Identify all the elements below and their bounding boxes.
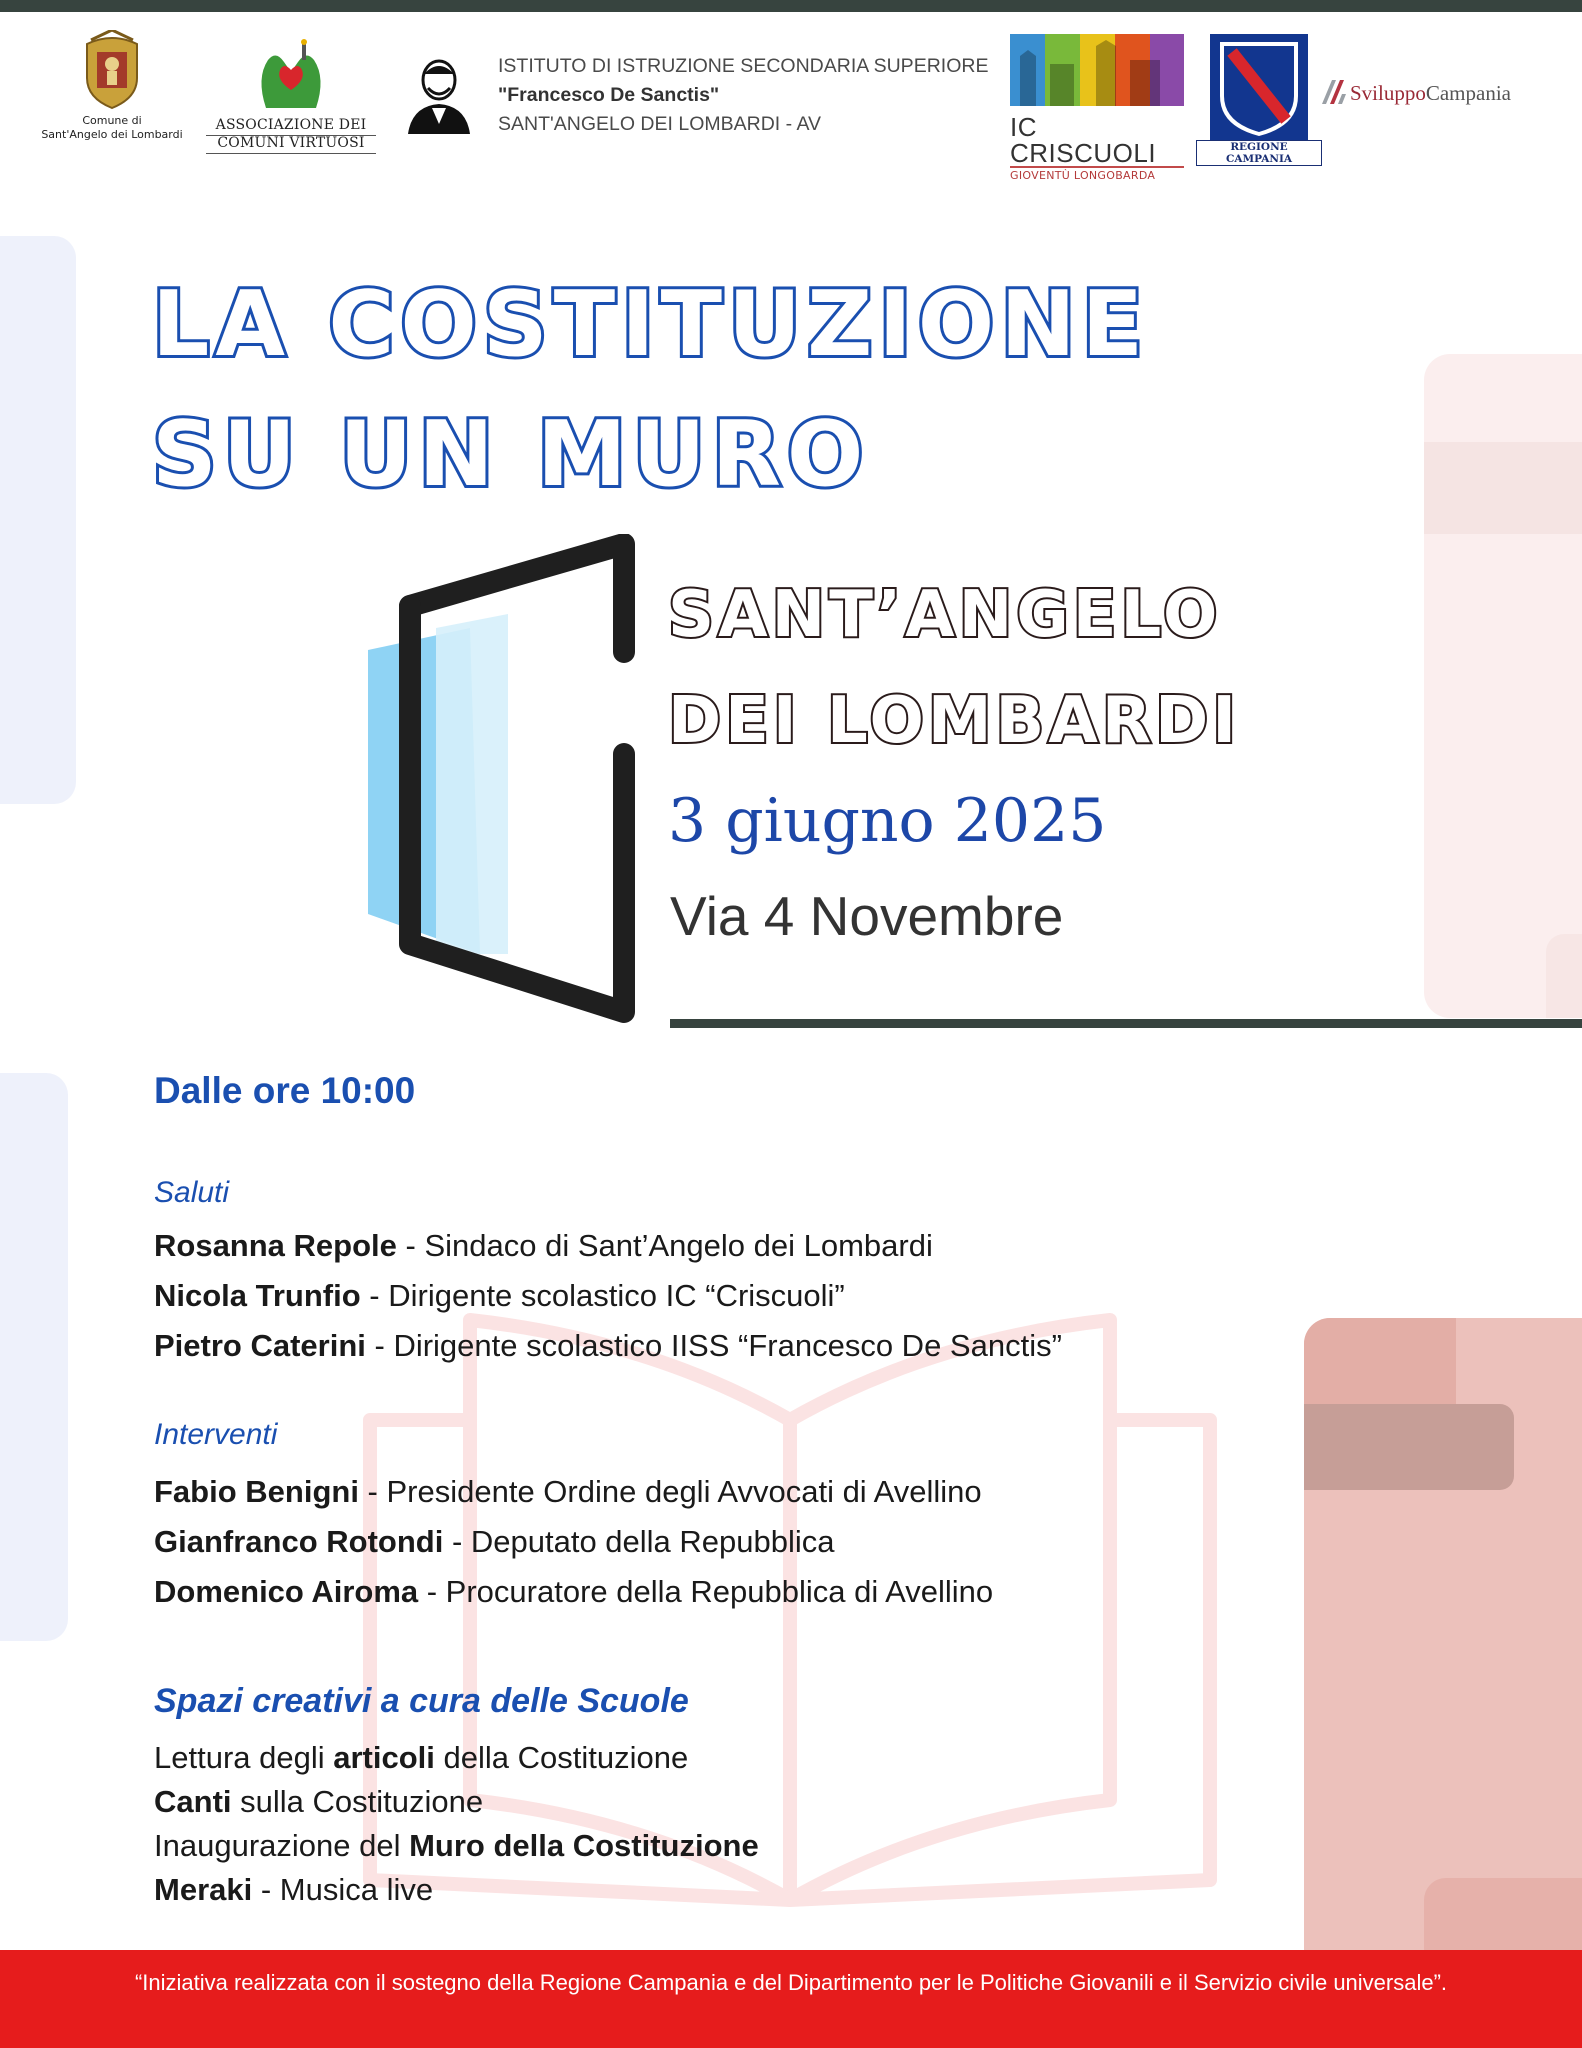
activity-item	[154, 1740, 688, 1776]
regione-shield-icon	[1210, 34, 1308, 140]
interventi-heading: Interventi	[154, 1418, 278, 1451]
activity-text: sulla Costituzione	[231, 1784, 484, 1819]
saluti-heading: Saluti	[154, 1176, 230, 1209]
associazione-comuni-virtuosi-logo	[206, 38, 376, 154]
ic-criscuoli-logo	[1010, 34, 1184, 182]
open-door-icon	[362, 534, 642, 1024]
title-line-2: SU UN MURO	[152, 402, 870, 507]
speaker-role: - Dirigente scolastico IISS “Francesco De Sanctis”	[365, 1328, 1062, 1363]
place-line-1: SANT’ANGELO	[668, 578, 1222, 652]
regione-campania-logo	[1196, 34, 1322, 165]
school-name	[498, 52, 1018, 139]
speaker-name: Gianfranco Rotondi	[154, 1524, 444, 1559]
campania-word: Campania	[1425, 81, 1511, 105]
school-line-2: "Francesco De Sanctis"	[498, 84, 720, 106]
interventi-item	[154, 1524, 835, 1560]
saluti-item	[154, 1278, 845, 1314]
criscuoli-subtitle: GIOVENTÙ LONGOBARDA	[1010, 166, 1184, 182]
decor-right-lower-tab	[1424, 1878, 1582, 1950]
comune-caption-2: Sant'Angelo dei Lombardi	[41, 128, 183, 141]
school-line-3: SANT'ANGELO DEI LOMBARDI - AV	[498, 113, 822, 135]
colored-castle-strip-icon	[1010, 34, 1184, 106]
speaker-role: - Presidente Ordine degli Avvocati di Avellino	[358, 1474, 982, 1509]
place-line-2: DEI LOMBARDI	[668, 684, 1241, 758]
event-address: Via 4 Novembre	[670, 885, 1064, 947]
speaker-name: Pietro Caterini	[154, 1328, 366, 1363]
decor-right-lower-band	[1304, 1404, 1514, 1490]
title-line-1: LA COSTITUZIONE	[152, 272, 1150, 377]
speaker-name: Fabio Benigni	[154, 1474, 359, 1509]
activity-item	[154, 1784, 483, 1820]
criscuoli-name: IC CRISCUOLI	[1010, 112, 1157, 168]
speaker-name: Domenico Airoma	[154, 1574, 419, 1609]
sviluppo-word: Sviluppo	[1350, 81, 1426, 105]
speaker-name: Rosanna Repole	[154, 1228, 397, 1263]
activity-item	[154, 1828, 759, 1864]
activity-text: Lettura degli	[154, 1740, 334, 1775]
interventi-item	[154, 1574, 993, 1610]
regione-caption: REGIONE CAMPANIA	[1196, 140, 1322, 166]
activity-text: - Musica live	[252, 1872, 434, 1907]
activity-bold: Canti	[154, 1784, 232, 1819]
heart-hand-icon	[246, 38, 336, 114]
activity-text: Inaugurazione del	[154, 1828, 410, 1863]
event-date: 3 giugno 2025	[668, 786, 1107, 856]
spazi-creativi-heading: Spazi creativi a cura delle Scuole	[154, 1682, 689, 1720]
acv-caption-1: ASSOCIAZIONE DEI	[206, 118, 376, 136]
decor-left-lower	[0, 1073, 68, 1641]
stripes-mark-icon	[1320, 76, 1350, 106]
start-time: Dalle ore 10:00	[154, 1070, 416, 1111]
activity-text: della Costituzione	[434, 1740, 689, 1775]
comune-caption-1: Comune di	[82, 114, 142, 127]
decor-right-upper-tab	[1546, 934, 1582, 1018]
activity-bold: articoli	[333, 1740, 435, 1775]
comune-logo	[36, 30, 188, 142]
saluti-item	[154, 1228, 933, 1264]
speaker-role: - Sindaco di Sant’Angelo dei Lombardi	[396, 1228, 933, 1263]
sviluppo-campania-logo	[1320, 76, 1570, 106]
decor-left-upper	[0, 236, 76, 804]
activity-bold: Meraki	[154, 1872, 253, 1907]
coat-of-arms-icon	[79, 30, 145, 110]
interventi-item	[154, 1474, 982, 1510]
speaker-role: - Deputato della Repubblica	[443, 1524, 835, 1559]
saluti-item	[154, 1328, 1062, 1364]
speaker-role: - Dirigente scolastico IC “Criscuoli”	[360, 1278, 845, 1313]
acv-caption-2: COMUNI VIRTUOSI	[206, 136, 376, 154]
speaker-role: - Procuratore della Repubblica di Avellino	[418, 1574, 994, 1609]
divider-rule	[670, 1019, 1582, 1028]
speaker-name: Nicola Trunfio	[154, 1278, 361, 1313]
top-bar	[0, 0, 1582, 12]
activity-bold: Muro della Costituzione	[409, 1828, 759, 1863]
footer-credit: “Iniziativa realizzata con il sostegno della Regione Campania e del Dipartimento per le Politiche Giovanili e il Servizio civile universale”.	[134, 1970, 1448, 1995]
activity-item	[154, 1872, 433, 1908]
de-sanctis-portrait-icon	[402, 54, 476, 134]
footer-bar	[0, 1950, 1582, 2048]
school-line-1: ISTITUTO DI ISTRUZIONE SECONDARIA SUPERIORE	[498, 55, 989, 77]
decor-right-upper-band	[1424, 442, 1582, 534]
